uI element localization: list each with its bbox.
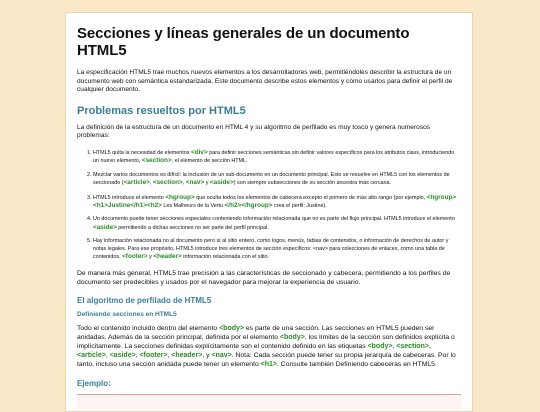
code-snippet: <body> xyxy=(367,343,393,351)
code-snippet: <section> xyxy=(396,343,429,351)
example-heading: Ejemplo: xyxy=(77,379,111,389)
code-snippet: <hgroup> xyxy=(165,193,195,201)
code-snippet: <hgroup><h1>Justine</h1><h2> xyxy=(93,193,457,209)
page-title: Secciones y líneas generales de un documento HTML5 xyxy=(77,25,410,59)
code-snippet: <aside> xyxy=(93,223,117,231)
problems-list xyxy=(77,149,461,261)
code-snippet: <section> xyxy=(141,157,172,165)
code-snippet: <body> xyxy=(279,334,305,342)
code-snippet: <article> xyxy=(77,352,106,360)
code-snippet: <article> xyxy=(123,179,150,187)
list-item: 1. HTML5 quita la necesidad de elementos <div> para definir secciones semánticas sin definir valores específicos para los atributos class, introduciendo un nuevo elemento, <section>, el elemento de sección HTML. xyxy=(93,149,461,166)
example-code-box xyxy=(77,394,461,409)
list-item: 2. Mezclar varios documentos es difícil: la inclusión de un sub-documento en un documento principal. Esto se resuelve en HTML5 con los elementos de seccionado (<article>, <section>, <nav> y <aside>) son siempre subsecciones de su sección ancestra más cercana. xyxy=(93,172,461,188)
problems-outro: De manera más general, HTML5 trae precisión a las características de seccionado y cabecera, permitiendo a los perfiles de documento ser predecibles y usados por el navegador para mejorar la experiencia de usuario. xyxy=(77,270,451,287)
section-heading-algorithm: El algoritmo de perfilado de HTML5 xyxy=(77,296,212,306)
code-snippet: <aside> xyxy=(209,179,234,187)
problems-intro: La definición de la estructura de un documento en HTML 4 y su algoritmo de perfilado es muy tosco y genera numerosos problemas: xyxy=(77,123,431,140)
code-snippet: <body> xyxy=(219,325,244,333)
list-item: 5. Hay información relacionada no al documento pero sí al sitio entero, como logos, menús, tablas de contenidos, o información de derechos de autor y notas legales. Para ese propósito, HTML5 introduce tres elementos de sección específicos: <nav> para colecciones de enlaces, como una tabla de contenidos, <footer> y <header> información relacionada con el sitio. xyxy=(93,238,461,261)
intro-paragraph: La especificación HTML5 trae muchos nuevos elementos a los desarrolladores web, permitiéndoles describir la estructura de un documento web con semántica estandarizada. Este documento describe estos elementos y cómo usarlos para definir el perfil de cualquier documento. xyxy=(77,69,453,94)
code-snippet: <h1> xyxy=(260,361,278,369)
code-snippet: <footer> xyxy=(122,253,148,261)
code-snippet: <nav> xyxy=(185,179,205,187)
code-snippet: <div> xyxy=(191,148,208,156)
code-snippet: <footer> xyxy=(139,352,168,360)
code-snippet: </h2></hgroup> xyxy=(224,202,273,209)
subsection-heading: Definiendo secciones en HTML5 xyxy=(77,311,177,319)
code-snippet: <section> xyxy=(152,179,183,187)
code-snippet: <header> xyxy=(171,352,203,360)
document-page xyxy=(65,12,473,412)
list-item: 3. HTML5 introduce el elemento <hgroup> que oculta todos los elementos de cabecera excepto el primero de más alto rango (por ejemplo, <hgroup><h1>Justine</h1><h2> Les Malheurs de la Vertu </h2></hgroup> crea el perfil: Justine). xyxy=(93,194,461,211)
list-item: 4. Un documento puede tener secciones especiales conteniendo información relacionada que no es parte del flujo principal. HTML5 introduce el elemento <aside> permitiendo a dichas secciones no ser parte del perfil principal. xyxy=(93,216,461,232)
code-snippet: <header> xyxy=(153,253,182,261)
section-heading-problems: Problemas resueltos por HTML5 xyxy=(77,104,246,117)
sections-paragraph: Todo el contenido incluido dentro del elemento <body> es parte de una sección. Las secciones en HTML5 pueden ser anidadas. Además de la sección principal, definida por el elemento <body>, los límites de la sección son definidos explícita o implícitamente. La secciones definidas explícitamente son el contenido definido en las etiquetas <body>, <section>, <article>, <aside>, <footer>, <header>, y <nav>. Nota: Cada sección puede tener su propia jerarquía de cabeceras. Por lo tanto, incluso una sección anidada puede tener un elemento <h1>. Consulte también Definiendo cabeceras en HTML5. xyxy=(77,325,456,369)
code-snippet: <aside> xyxy=(109,352,136,360)
code-snippet: <nav> xyxy=(211,352,232,360)
